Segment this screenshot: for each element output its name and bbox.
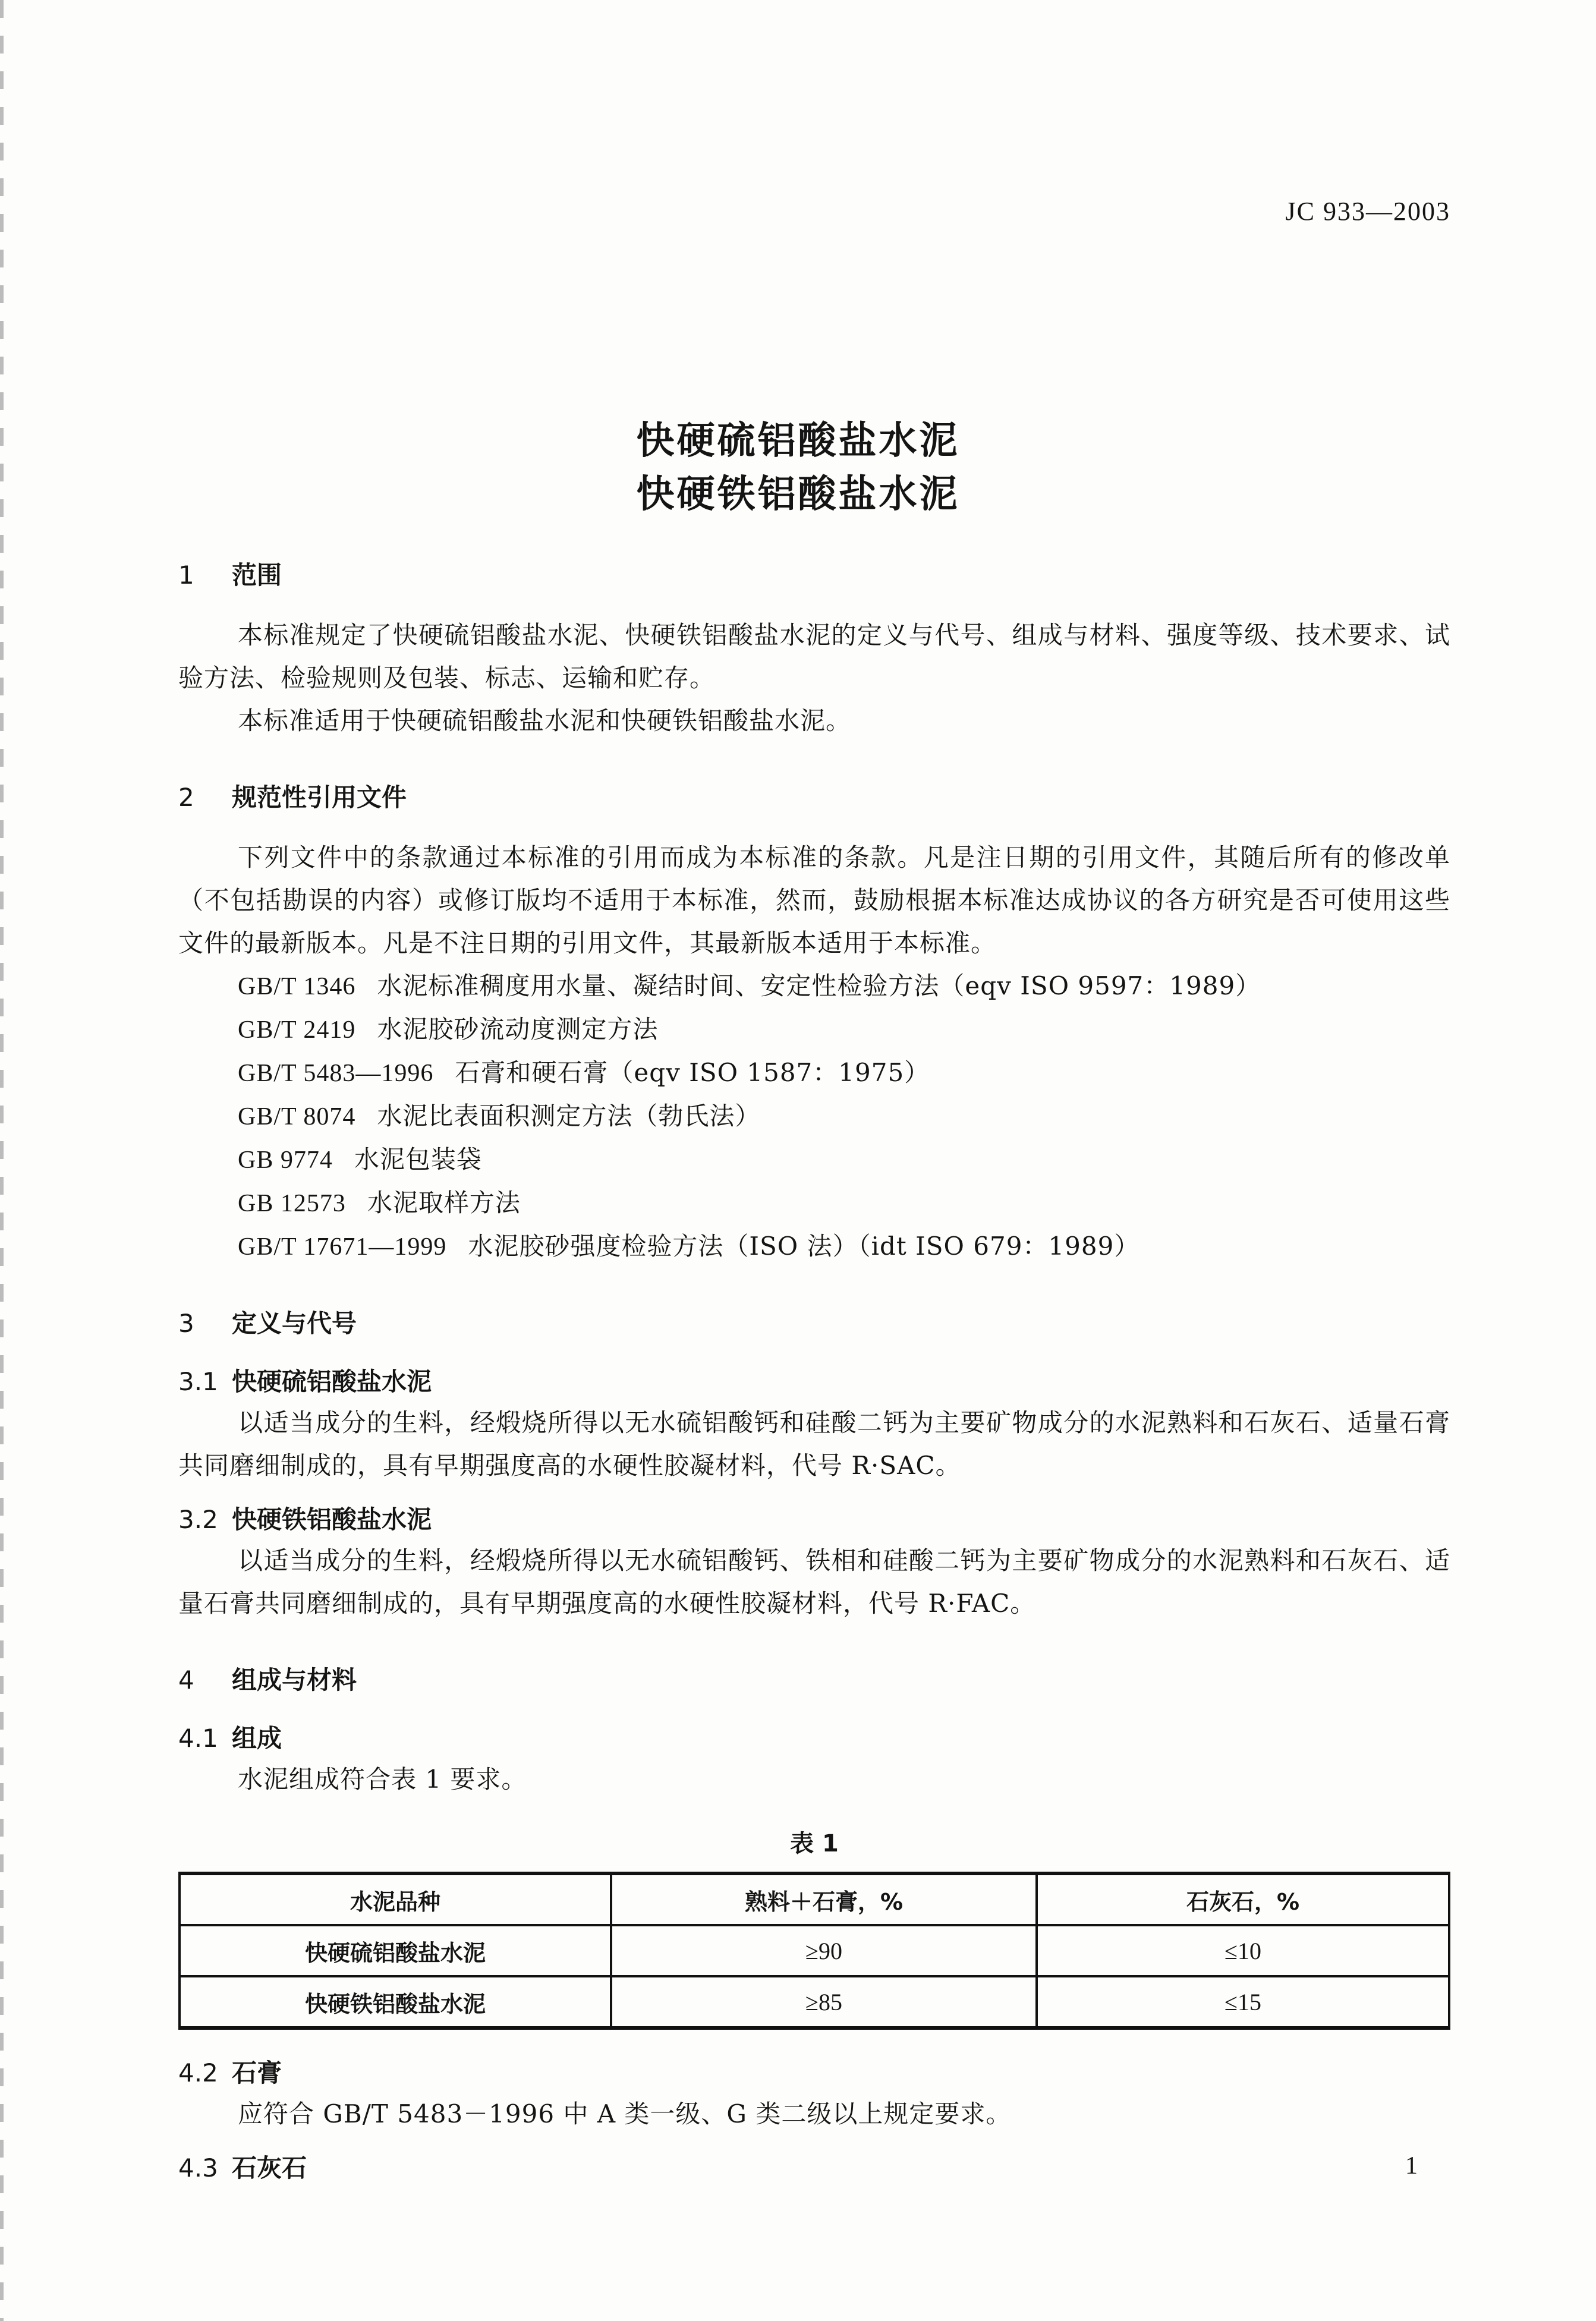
section-3-2-para: 以适当成分的生料，经煅烧所得以无水硫铝酸钙、铁相和硅酸二钙为主要矿物成分的水泥熟料和石灰石、适量石膏共同磨细制成的，具有早期强度高的水硬性胶凝材料，代号 R·FAC。 (178, 1546, 1450, 1618)
section-4-2-para: 应符合 GB/T 5483－1996 中 A 类一级、G 类二级以上规定要求。 (238, 2099, 1012, 2128)
table-header-cell: 水泥品种 (180, 1873, 611, 1925)
table-cell: 快硬铁铝酸盐水泥 (180, 1976, 611, 2028)
section-3-1-heading: 3.1 快硬硫铝酸盐水泥 (178, 1367, 432, 1396)
table-cell: ≤15 (1037, 1976, 1449, 2028)
section-4-2-heading: 4.2 石膏 (178, 2058, 282, 2087)
section-4-heading: 4 组成与材料 (178, 1665, 357, 1695)
table-row (180, 1976, 1449, 2028)
table-header-cell: 熟料＋石膏，% (611, 1873, 1037, 1925)
section-1-para-1: 本标准规定了快硬硫铝酸盐水泥、快硬铁铝酸盐水泥的定义与代号、组成与材料、强度等级、技术要求、试验方法、检验规则及包装、标志、运输和贮存。 (178, 621, 1450, 692)
section-4-3-heading: 4.3 石灰石 (178, 2153, 307, 2183)
composition-table (178, 1872, 1450, 2030)
reference-item: GB/T 1346 水泥标准稠度用水量、凝结时间、安定性检验方法（eqv ISO 9597：1989） (238, 971, 1261, 1000)
reference-item: GB/T 2419 水泥胶砂流动度测定方法 (238, 1015, 659, 1044)
table-row (180, 1925, 1449, 1976)
section-2-heading: 2 规范性引用文件 (178, 783, 407, 812)
section-3-heading: 3 定义与代号 (178, 1309, 357, 1338)
document-number: JC 933—2003 (1285, 197, 1450, 226)
reference-item: GB/T 17671—1999 水泥胶砂强度检验方法（ISO 法）（idt ISO 679：1989） (238, 1232, 1140, 1261)
section-1-heading: 1 范围 (178, 560, 282, 590)
table-cell: ≥90 (611, 1925, 1037, 1976)
reference-item: GB 9774 水泥包装袋 (238, 1145, 482, 1174)
table-caption: 表 1 (790, 1830, 839, 1857)
reference-item: GB 12573 水泥取样方法 (238, 1188, 521, 1217)
section-4-1-para: 水泥组成符合表 1 要求。 (238, 1765, 527, 1794)
section-3-1-para: 以适当成分的生料，经煅烧所得以无水硫铝酸钙和硅酸二钙为主要矿物成分的水泥熟料和石灰石、适量石膏共同磨细制成的，具有早期强度高的水硬性胶凝材料，代号 R·SAC。 (178, 1408, 1450, 1480)
title-line-2: 快硬铁铝酸盐水泥 (636, 473, 960, 517)
table-header-row (180, 1873, 1449, 1925)
document-body (178, 556, 1450, 2188)
section-3-2-heading: 3.2 快硬铁铝酸盐水泥 (178, 1505, 432, 1534)
table-cell: ≤10 (1037, 1925, 1449, 1976)
table-cell: ≥85 (611, 1976, 1037, 2028)
reference-item: GB/T 8074 水泥比表面积测定方法（勃氏法） (238, 1101, 761, 1130)
reference-item: GB/T 5483—1996 石膏和硬石膏（eqv ISO 1587：1975） (238, 1058, 930, 1087)
section-4-1-heading: 4.1 组成 (178, 1724, 282, 1753)
section-2-para-1: 下列文件中的条款通过本标准的引用而成为本标准的条款。凡是注日期的引用文件，其随后所有的修改单（不包括勘误的内容）或修订版均不适用于本标准，然而，鼓励根据本标准达成协议的各方研究是否可使用这些文件的最新版本。凡是不注日期的引用文件，其最新版本适用于本标准。 (178, 843, 1450, 958)
table-header-cell: 石灰石，% (1037, 1873, 1449, 1925)
scan-edge (0, 0, 4, 2321)
section-1-para-2: 本标准适用于快硬硫铝酸盐水泥和快硬铁铝酸盐水泥。 (238, 706, 852, 735)
page-number: 1 (1405, 2152, 1418, 2180)
table-cell: 快硬硫铝酸盐水泥 (180, 1925, 611, 1976)
title-line-1: 快硬硫铝酸盐水泥 (636, 419, 960, 463)
